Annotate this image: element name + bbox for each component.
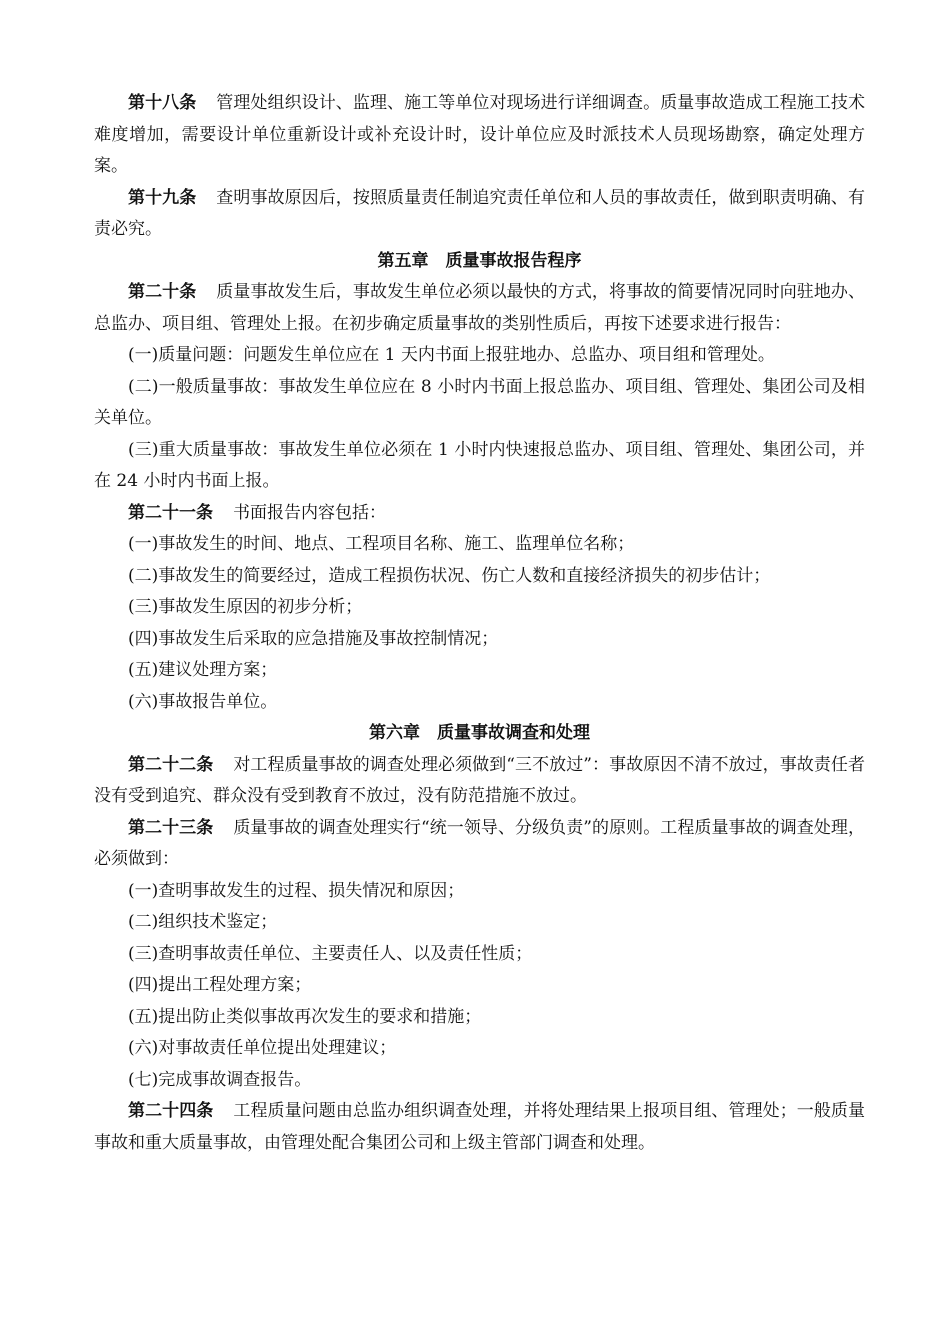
article-label: 第二十二条 [128, 754, 214, 775]
article-label: 第二十条 [128, 282, 197, 302]
article-label: 第十八条 [128, 93, 197, 113]
list-item: (五)建议处理方案； [128, 660, 278, 680]
article-label: 第二十三条 [128, 817, 214, 838]
list-item: (七)完成事故调查报告。 [128, 1069, 312, 1090]
article-20 [94, 277, 865, 340]
article-text: 工程质量问题由总监办组织调查处理，并将处理结果上报项目组、管理处；一般质量事故和重大质量事故，由管理处配合集团公司和上级主管部门调查和处理。 [94, 1101, 866, 1153]
list-item: (二)组织技术鉴定； [128, 912, 278, 932]
chapter-number: 第五章 [377, 250, 429, 271]
list-item: (一)质量问题：问题发生单位应在 1 天内书面上报驻地办、总监办、项目组和管理处。 [128, 345, 775, 365]
list-item: (五)提出防止类似事故再次发生的要求和措施； [128, 1006, 482, 1027]
chapter-title: 质量事故调查和处理 [437, 723, 590, 743]
document-page [94, 88, 865, 1159]
article-18 [94, 88, 865, 183]
list-item: (二)一般质量事故：事故发生单位应在 8 小时内书面上报总监办、项目组、管理处、集团公司及相关单位。 [94, 376, 865, 428]
article-21 [94, 498, 865, 530]
article-19 [94, 183, 865, 246]
list-item: (三)查明事故责任单位、主要责任人、以及责任性质； [128, 943, 533, 964]
list-item: (四)提出工程处理方案； [128, 975, 312, 995]
list-item: (三)重大质量事故：事故发生单位必须在 1 小时内快速报总监办、项目组、管理处、集团公司，并在 24 小时内书面上报。 [94, 439, 865, 491]
article-text: 质量事故发生后，事故发生单位必须以最快的方式，将事故的简要情况同时向驻地办、总监办、项目组、管理处上报。在初步确定质量事故的类别性质后，再按下述要求进行报告： [94, 282, 866, 334]
list-item: (六)对事故责任单位提出处理建议； [128, 1038, 397, 1058]
chapter-heading-5 [94, 246, 865, 278]
list-item: (二)事故发生的简要经过，造成工程损伤状况、伤亡人数和直接经济损失的初步估计； [128, 565, 771, 586]
article-text: 书面报告内容包括： [233, 502, 386, 523]
article-text: 查明事故原因后，按照质量责任制追究责任单位和人员的事故责任，做到职责明确、有责必究。 [94, 187, 866, 239]
article-label: 第十九条 [128, 187, 197, 208]
article-text: 管理处组织设计、监理、施工等单位对现场进行详细调查。质量事故造成工程施工技术难度增加，需要设计单位重新设计或补充设计时，设计单位应及时派技术人员现场勘察，确定处理方案。 [94, 93, 866, 176]
article-23 [94, 813, 865, 876]
article-24 [94, 1096, 865, 1159]
list-item: (三)事故发生原因的初步分析； [128, 597, 363, 617]
article-label: 第二十一条 [128, 502, 213, 523]
chapter-heading-6 [94, 718, 865, 750]
article-text: 对工程质量事故的调查处理必须做到“三不放过”：事故原因不清不放过，事故责任者没有受到追究、群众没有受到教育不放过，没有防范措施不放过。 [94, 754, 865, 806]
list-item: (一)事故发生的时间、地点、工程项目名称、施工、监理单位名称； [128, 534, 635, 554]
chapter-title: 质量事故报告程序 [445, 250, 582, 271]
list-item: (四)事故发生后采取的应急措施及事故控制情况； [128, 628, 499, 649]
chapter-number: 第六章 [369, 723, 420, 743]
article-22 [94, 750, 865, 813]
article-label: 第二十四条 [128, 1101, 214, 1121]
list-item: (一)查明事故发生的过程、损失情况和原因； [128, 880, 465, 901]
article-text: 质量事故的调查处理实行“统一领导、分级负责”的原则。工程质量事故的调查处理，必须做到： [94, 817, 865, 869]
list-item: (六)事故报告单位。 [128, 691, 278, 712]
